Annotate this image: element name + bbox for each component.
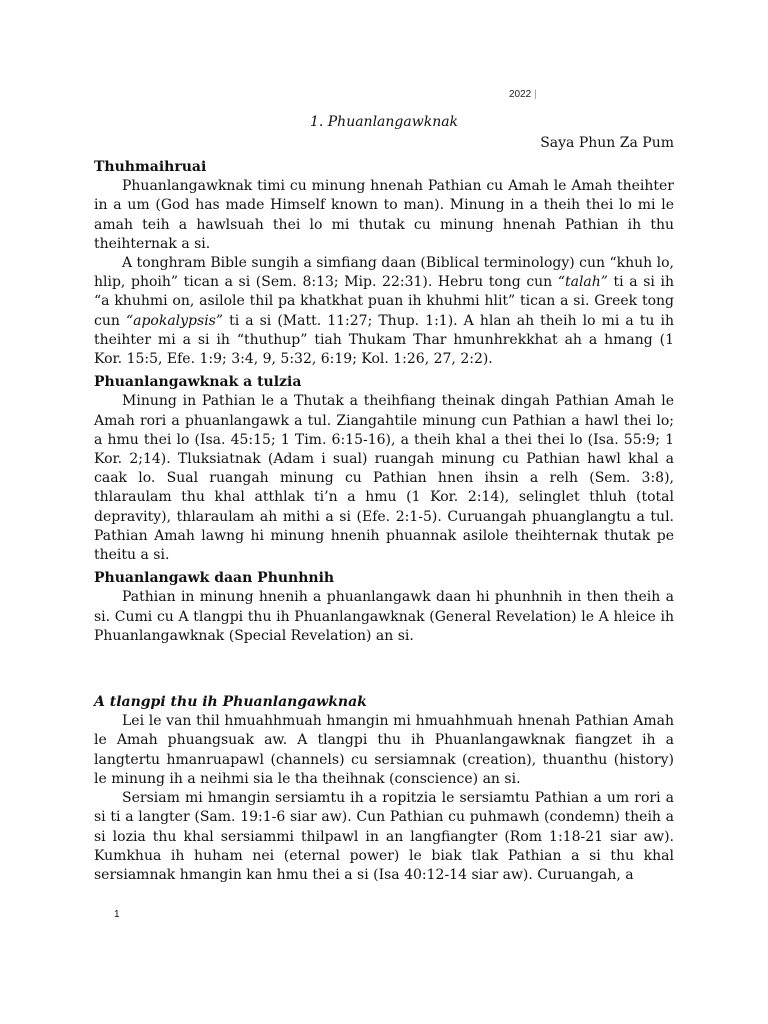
text-run: ti a si (Matt. 11:27; Thup. 1:1). A hlan ah theih lo mi a tu ih theihter mi a si ih “thuthup” tiah Thukam Thar hmunhrekkhat ah a hmang (1 Kor. 15:5, Efe. 1:9; 3:4, 9, 5:32, 6:19; Kol. 1:26, 27, 2:2).: [94, 312, 674, 368]
section-heading-necessity: Phuanlangawknak a tulzia: [94, 374, 302, 391]
document-title: 1. Phuanlangawknak: [309, 114, 459, 130]
paragraph: Minung in Pathian le a Thutak a theihfiang theinak dingah Pathian Amah le Amah rori a phuanlangawk a tul. Ziangahtile minung cun Pathian a hawl thei lo; a hmu thei lo (Isa. 45:15; 1 Tim. 6:15-16), a theih khal a thei thei lo (Isa. 55:9; 1 Kor. 2;14). Tluksiatnak (Adam i sual) ruangah minung cu Pathian hawl khal a caak lo. Sual ruangah minung cu Pathian hnen ihsin a relh (Sem. 3:8), thlaraulam thu khal atthlak ti’n a hmu (1 Kor. 2:14), selinglet thluh (total depravity), thlaraulam ah mithi a si (Efe. 2:1-5). Curuangah phuanglangtu a tul. Pathian Amah lawng hi minung hnenih phuannak asilole theihternak thutak pe theitu a si.: [94, 393, 674, 564]
document-body: [94, 158, 674, 885]
page-number: 1: [114, 909, 120, 920]
text-run: ti a si ih “a khuhmi on, asilole thil pa khatkhat puan ih khuhmi hlit” tican a si. Greek tong cun: [94, 274, 674, 329]
document-author: Saya Phun Za Pum: [540, 135, 674, 151]
italic-term: “apokalypsis”: [125, 312, 224, 329]
text-run: A tonghram Bible sungih a simfiang daan (Biblical terminology) cun “khuh lo, hlip, phoih” tican a si (Sem. 8:13; Mip. 22:31). Hebru tong cun: [94, 255, 674, 291]
paragraph: Sersiam mi hmangin sersiamtu ih a ropitzia le sersiamtu Pathian a um rori a si ti a langter (Sam. 19:1-6 siar aw). Cun Pathian cu puhmawh (condemn) theih a si lozia thu khal sersiammi thilpawl in an langfiangter (Rom 1:18-21 siar aw). Kumkhua ih huham nei (eternal power) le biak tlak Pathian a si thu khal sersiamnak hmangin kan hmu thei a si (Isa 40:12-14 siar aw). Curuangah, a: [94, 790, 674, 883]
header-date: [509, 89, 537, 100]
italic-term: “talah”: [557, 274, 608, 291]
header-separator: |: [534, 89, 537, 100]
paragraph: Lei le van thil hmuahhmuah hmangin mi hmuahhmuah hnenah Pathian Amah le Amah phuangsuak aw. A tlangpi thu ih Phuanlangawknak fiangzet ih a langtertu hmanruapawl (channels) cu sersiamnak (creation), thuanthu (history) le minung ih a neihmi sia le tha theihnak (conscience) an si.: [94, 713, 674, 787]
header-date-text: 2022: [509, 89, 532, 100]
paragraph: [94, 254, 674, 369]
paragraph: Phuanlangawknak timi cu minung hnenah Pathian cu Amah le Amah theihter in a um (God has made Himself known to man). Minung in a theih thei lo mi le amah teih a hawlsuah thei lo mi thutak cu minung hnenah Pathian ih thu theihternak a si.: [94, 178, 674, 252]
section-heading-general-revelation: A tlangpi thu ih Phuanlangawknak: [94, 694, 367, 711]
section-heading-two-ways: Phuanlangawk daan Phunhnih: [94, 570, 335, 587]
section-heading-introduction: Thuhmaihruai: [94, 159, 207, 175]
paragraph: Pathian in minung hnenih a phuanlangawk daan hi phunhnih in then theih a si. Cumi cu A tlangpi thu ih Phuanlangawknak (General Revelation) le A hleice ih Phuanlangawknak (Special Revelation) an si.: [94, 589, 674, 644]
